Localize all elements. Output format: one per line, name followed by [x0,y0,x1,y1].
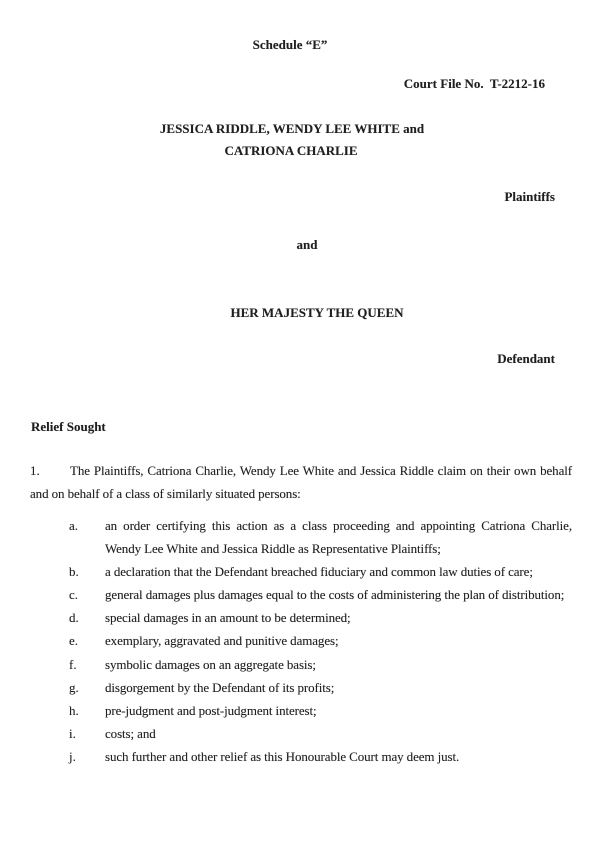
relief-item-text: a declaration that the Defendant breached fiduciary and common law duties of care; [105,564,533,580]
paragraph-1-text: The Plaintiffs, Catriona Charlie, Wendy Lee White and Jessica Riddle claim on their own behalf and on behalf of a class of similarly situated persons: [30,463,572,501]
relief-list [30,514,572,768]
plaintiff-names-line-1: JESSICA RIDDLE, WENDY LEE WHITE and [159,121,425,136]
schedule-label: Schedule “E” [252,37,328,52]
defendant-name: HER MAJESTY THE QUEEN [230,305,404,320]
defendant-role-label: Defendant [497,351,555,366]
relief-item-text: general damages plus damages equal to the costs of administering the plan of distribution; [105,587,565,603]
plaintiff-names-line-2: CATRIONA CHARLIE [224,143,358,158]
relief-item-text: disgorgement by the Defendant of its profits; [105,679,335,695]
relief-item-marker: a. [69,518,79,533]
relief-item-text: special damages in an amount to be determined; [105,610,351,626]
paragraph-1 [30,459,572,505]
relief-item [30,653,572,676]
relief-item-marker: b. [69,564,79,580]
relief-item-marker: c. [69,587,79,603]
relief-item [30,676,572,699]
relief-item-text: exemplary, aggravated and punitive damages; [105,633,339,649]
relief-item-marker: i. [69,725,76,741]
relief-item-marker: j. [69,748,76,764]
relief-item [30,629,572,652]
relief-item [30,722,572,745]
relief-item-marker: f. [69,656,77,672]
relief-item [30,699,572,722]
relief-item-marker: e. [69,633,79,649]
relief-item [30,606,572,629]
parties-separator: and [296,237,318,252]
relief-item-marker: g. [69,679,79,695]
relief-item-marker: d. [69,610,79,626]
relief-item-text: pre-judgment and post-judgment interest; [105,702,317,718]
relief-item-text: an order certifying this action as a class proceeding and appointing Catriona Charlie, Wendy Lee White and Jessica Riddle as Representative Plaintiffs; [105,518,572,557]
court-file-number: Court File No. T-2212-16 [403,76,545,91]
relief-item-marker: h. [69,702,79,718]
relief-item-text: symbolic damages on an aggregate basis; [105,656,316,672]
plaintiffs-role-label: Plaintiffs [504,189,555,204]
relief-item [30,514,572,560]
relief-sought-heading: Relief Sought [31,419,106,434]
relief-item-text: such further and other relief as this Honourable Court may deem just. [105,748,460,764]
relief-item [30,560,572,583]
relief-item-text: costs; and [105,725,156,741]
paragraph-1-number: 1. [30,463,40,478]
relief-item [30,745,572,768]
relief-item [30,583,572,606]
